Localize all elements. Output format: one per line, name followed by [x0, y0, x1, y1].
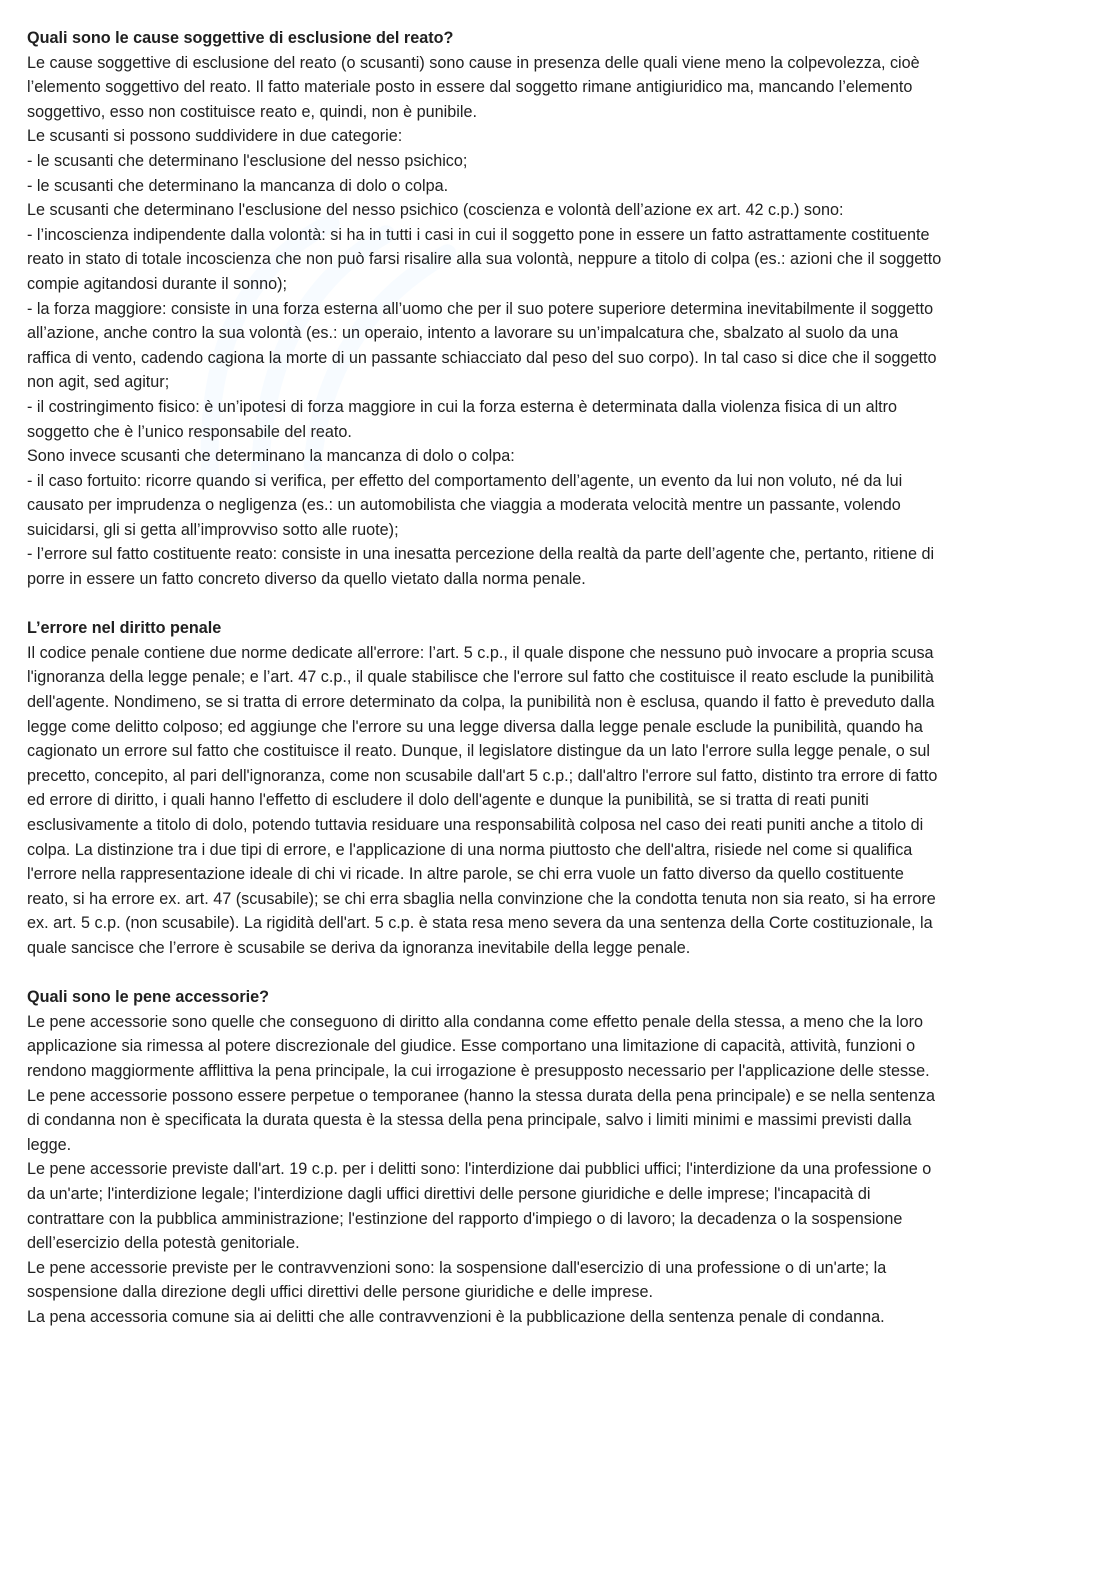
text-line: legge.: [27, 1135, 72, 1154]
text-line: - le scusanti che determinano la mancanza di dolo o colpa.: [27, 176, 449, 195]
text-line: applicazione sia rimessa al potere discrezionale del giudice. Esse comportano una limitazione di capacità, attività, funzioni o: [27, 1037, 916, 1056]
text-line: Le pene accessorie previste dall'art. 19 c.p. per i delitti sono: l'interdizione dai pubblici uffici; l'interdizione da una professione o: [27, 1160, 932, 1179]
section-heading: Quali sono le cause soggettive di esclusione del reato?: [27, 29, 454, 47]
text-line: l'ignoranza della legge penale; e l’art. 47 c.p., il quale stabilisce che l'errore sul fatto che costituisce il reato esclude la punibilità: [27, 668, 934, 687]
text-line: Il codice penale contiene due norme dedicate all'errore: l’art. 5 c.p., il quale dispone che nessuno può invocare a propria scusa: [27, 643, 934, 662]
text-line: di condanna non è specificata la durata questa è la stessa della pena principale, salvo i limiti minimi e massimi previsti dalla: [27, 1111, 912, 1130]
section-spacer: [27, 592, 1089, 617]
text-line: Le pene accessorie previste per le contravvenzioni sono: la sospensione dall'esercizio di una professione o di un'arte; la: [27, 1258, 887, 1277]
text-line: ed errore di diritto, i quali hanno l'effetto di escludere il dolo dell'agente e dunque la punibilità, se si tratta di reati puniti: [27, 791, 869, 810]
text-line: all’azione, anche contro la sua volontà (es.: un operaio, intento a lavorare su un’impalcatura che, sbalzato al suolo da una: [27, 324, 899, 343]
text-line: - l’incoscienza indipendente dalla volontà: si ha in tutti i casi in cui il soggetto pone in essere un fatto astrattamente costituente: [27, 225, 930, 244]
text-line: dell’esercizio della potestà genitoriale.: [27, 1234, 300, 1253]
text-line: - l’errore sul fatto costituente reato: consiste in una inesatta percezione della realtà da parte dell’agente che, pertanto, ritiene di: [27, 545, 935, 564]
text-line: l'errore nella rappresentazione ideale di chi vi ricade. In altre parole, se chi erra vuole un fatto diverso da quello costituente: [27, 865, 904, 884]
text-line: - la forza maggiore: consiste in una forza esterna all’uomo che per il suo potere superiore determina inevitabilmente il soggetto: [27, 299, 934, 318]
text-line: sospensione dalla direzione degli uffici direttivi delle persone giuridiche e delle imprese.: [27, 1283, 653, 1302]
text-line: Le pene accessorie possono essere perpetue o temporanee (hanno la stessa durata della pena principale) e se nella sentenza: [27, 1086, 936, 1105]
text-line: - le scusanti che determinano l'esclusione del nesso psichico;: [27, 151, 468, 170]
text-line: colpa. La distinzione tra i due tipi di errore, e l'applicazione di una norma piuttosto che dell'altra, risiede nel come si qualifica: [27, 840, 913, 859]
text-line: rendono maggiormente afflittiva la pena principale, la cui irrogazione è presupposto necessario per l'applicazione delle stesse.: [27, 1061, 930, 1080]
text-line: l’elemento soggettivo del reato. Il fatto materiale posto in essere dal soggetto rimane antigiuridico ma, mancando l’elemento: [27, 78, 913, 97]
section-heading: Quali sono le pene accessorie?: [27, 988, 270, 1007]
section-heading: L’errore nel diritto penale: [27, 619, 222, 638]
text-line: legge come delitto colposo; ed aggiunge che l'errore su una legge diversa dalla legge penale esclude la punibilità, quando ha: [27, 717, 923, 736]
text-line: esclusivamente a titolo di dolo, potendo tuttavia residuare una responsabilità colposa nel caso dei reati puniti anche a titolo di: [27, 816, 924, 834]
text-line: ex. art. 5 c.p. (non scusabile). La rigidità dell'art. 5 c.p. è stata resa meno severa da una sentenza della Corte costituzionale, la: [27, 914, 933, 933]
text-line: non agit, sed agitur;: [27, 373, 170, 392]
text-line: contrattare con la pubblica amministrazione; l'estinzione del rapporto d'impiego o di lavoro; la decadenza o la sospensione: [27, 1209, 903, 1228]
text-line: Le scusanti si possono suddividere in due categorie:: [27, 127, 403, 146]
text-line: reato, si ha errore ex. art. 47 (scusabile); se chi erra sbaglia nella convinzione che la condotta tenuta non sia reato, si ha errore: [27, 889, 936, 908]
document-body: [27, 26, 1089, 1329]
text-line: reato in stato di totale incoscienza che non può farsi risalire alla sua volontà, neppure a titolo di colpa (es.: azioni che il soggetto: [27, 250, 942, 269]
text-line: compie agitandosi durante il sonno);: [27, 274, 288, 293]
text-line: causato per imprudenza o negligenza (es.: un automobilista che viaggia a moderata velocità mentre un passante, volendo: [27, 496, 901, 515]
text-line: precetto, concepito, al pari dell'ignoranza, come non scusabile dall'art 5 c.p.; dall'altro l'errore sul fatto, distinto tra errore di fatto: [27, 766, 938, 785]
text-line: Le scusanti che determinano l'esclusione del nesso psichico (coscienza e volontà dell’azione ex art. 42 c.p.) sono:: [27, 201, 844, 220]
text-line: soggetto che è l’unico responsabile del reato.: [27, 422, 352, 441]
text-line: dell'agente. Nondimeno, se si tratta di errore determinato da colpa, la punibilità non è esclusa, quando il fatto è preveduto dalla: [27, 693, 935, 712]
text-line: raffica di vento, cadendo cagiona la morte di un passante schiacciato dal peso del suo corpo). In tal caso si dice che il soggetto: [27, 348, 937, 367]
text-line: La pena accessoria comune sia ai delitti che alle contravvenzioni è la pubblicazione della sentenza penale di condanna.: [27, 1307, 885, 1326]
text-line: porre in essere un fatto concreto diverso da quello vietato dalla norma penale.: [27, 570, 586, 589]
text-line: suicidarsi, gli si getta all’improvviso sotto alle ruote);: [27, 520, 399, 539]
section-spacer: [27, 961, 1089, 986]
text-line: - il costringimento fisico: è un’ipotesi di forza maggiore in cui la forza esterna è determinata dalla violenza fisica di un altro: [27, 397, 898, 416]
text-line: Sono invece scusanti che determinano la mancanza di dolo o colpa:: [27, 447, 515, 466]
text-line: cagionato un errore sul fatto che costituisce il reato. Dunque, il legislatore distingue da un lato l'errore sulla legge penale, o sul: [27, 742, 930, 761]
text-line: - il caso fortuito: ricorre quando si verifica, per effetto del comportamento dell’agente, un evento da lui non voluto, né da lui: [27, 471, 903, 490]
text-line: Le pene accessorie sono quelle che conseguono di diritto alla condanna come effetto penale della stessa, a meno che la loro: [27, 1012, 924, 1031]
text-line: Le cause soggettive di esclusione del reato (o scusanti) sono cause in presenza delle quali viene meno la colpevolezza, cioè: [27, 53, 920, 72]
text-line: quale sancisce che l’errore è scusabile se deriva da ignoranza inevitabile della legge penale.: [27, 938, 691, 957]
text-line: soggettivo, esso non costituisce reato e, quindi, non è punibile.: [27, 102, 477, 121]
text-line: da un'arte; l'interdizione legale; l'interdizione dagli uffici direttivi delle persone giuridiche e delle imprese; l'incapacità di: [27, 1184, 871, 1203]
